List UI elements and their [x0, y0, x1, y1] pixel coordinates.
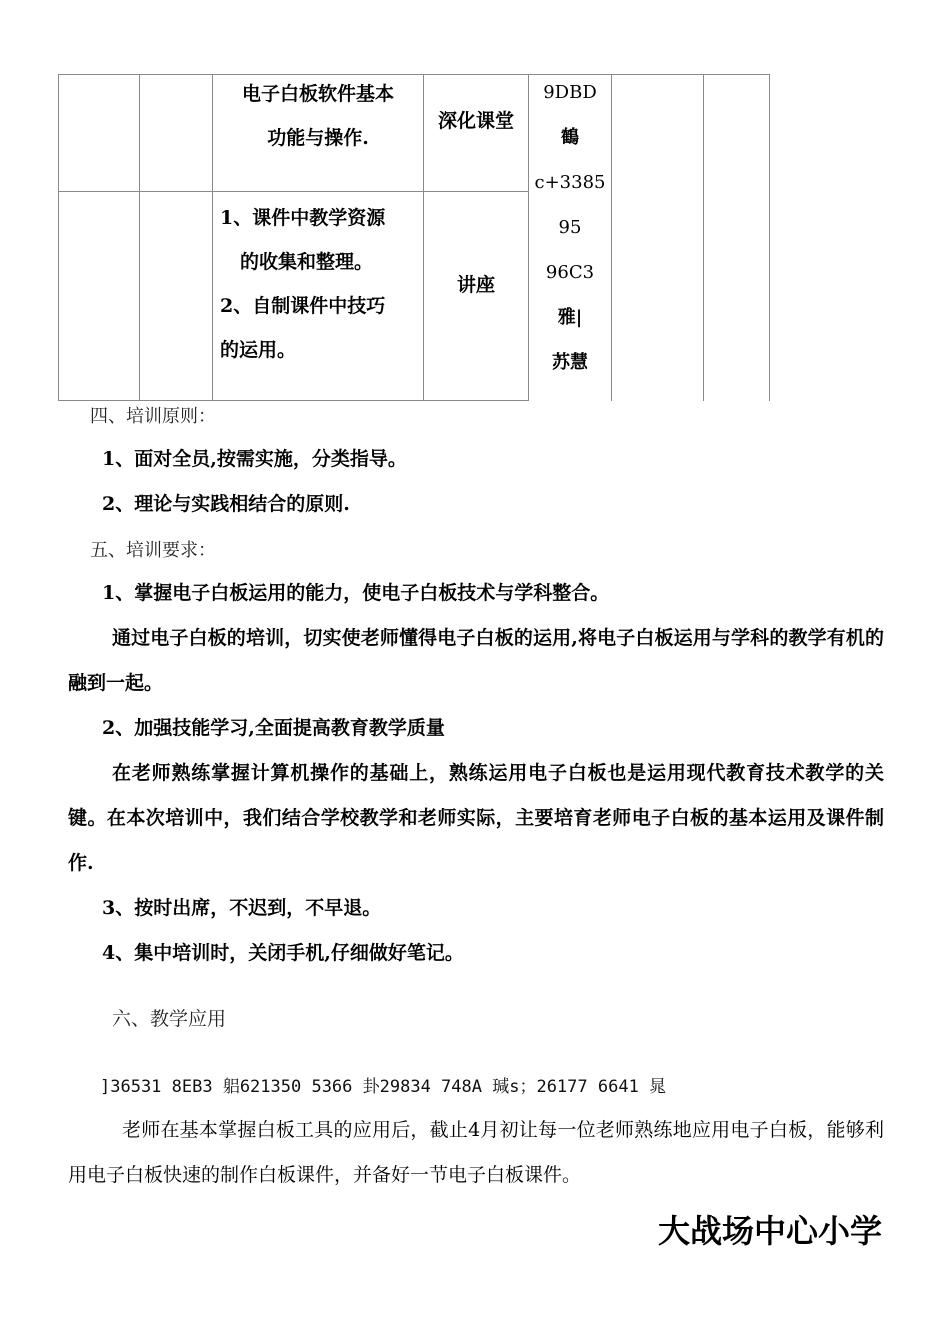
- code-column-line: 9DBD: [543, 82, 597, 103]
- school-name: 大战场中心小学: [657, 1212, 882, 1250]
- section5-item-2: 2、加强技能学习,全面提高教育教学质量: [102, 717, 445, 739]
- section5-paragraph-1: 通过电子白板的培训，切实使老师懂得电子白板的运用,将电子白板运用与学科的教学有机的融到一起。: [68, 627, 884, 694]
- code-column-line: c+3385: [534, 172, 606, 193]
- section4-item-1: 1、面对全员,按需实施，分类指导。: [102, 448, 407, 470]
- row1-method: 深化课堂: [437, 110, 514, 132]
- section5-paragraph-2: 在老师熟练掌握计算机操作的基础上，熟练运用电子白板也是运用现代教育技术教学的关键。在本次培训中，我们结合学校教学和老师实际，主要培育老师电子白板的基本运用及课件制作.: [68, 762, 884, 874]
- table-bottom-border: [58, 400, 528, 401]
- row2-content: [220, 196, 423, 372]
- table-right-border: [769, 74, 770, 401]
- table-row-divider: [58, 191, 528, 192]
- code-column-line: 雅|: [557, 307, 583, 328]
- row2-content-line: 1、课件中教学资源: [220, 207, 386, 229]
- section5-item-3: 3、按时出席，不迟到，不早退。: [102, 897, 382, 919]
- section6-paragraph: 老师在基本掌握白板工具的应用后，截止4月初让每一位老师熟练地应用电子白板，能够利用电子白板快速的制作白板课件，并备好一节电子白板课件。: [68, 1119, 884, 1186]
- code-column-line: 95: [558, 217, 582, 238]
- table-col-divider-1: [139, 74, 140, 401]
- section5-heading: 五、培训要求：: [90, 540, 216, 561]
- row2-method: 讲座: [456, 274, 495, 296]
- section6-code-line: ]36531 8EB3 躳621350 5366 卦29834 748A 瑊s；26177 6641 晁: [100, 1077, 667, 1097]
- row1-content-line: 电子白板软件基本: [241, 83, 394, 105]
- code-column-line: 鶴: [561, 127, 579, 148]
- table-left-border: [58, 74, 59, 401]
- row1-content-line: 功能与操作.: [267, 127, 369, 149]
- section4-item-2: 2、理论与实践相结合的原则.: [102, 493, 350, 515]
- section6-heading: 六、教学应用: [112, 1008, 227, 1030]
- table-col-divider-5: [611, 74, 612, 401]
- section5-item-4: 4、集中培训时，关闭手机,仔细做好笔记。: [102, 942, 464, 964]
- table-col-divider-6: [703, 74, 704, 401]
- section5-item-1: 1、掌握电子白板运用的能力，使电子白板技术与学科整合。: [102, 582, 610, 604]
- row1-content: [213, 72, 423, 160]
- code-column-line: 96C3: [545, 262, 595, 283]
- row2-content-line: 的收集和整理。: [240, 251, 374, 273]
- section4-heading: 四、培训原则：: [90, 406, 216, 427]
- row2-content-line: 的运用。: [220, 339, 297, 361]
- code-column-line: 苏慧: [552, 352, 588, 373]
- row2-content-line: 2、自制课件中技巧: [220, 295, 386, 317]
- code-column: [529, 70, 611, 385]
